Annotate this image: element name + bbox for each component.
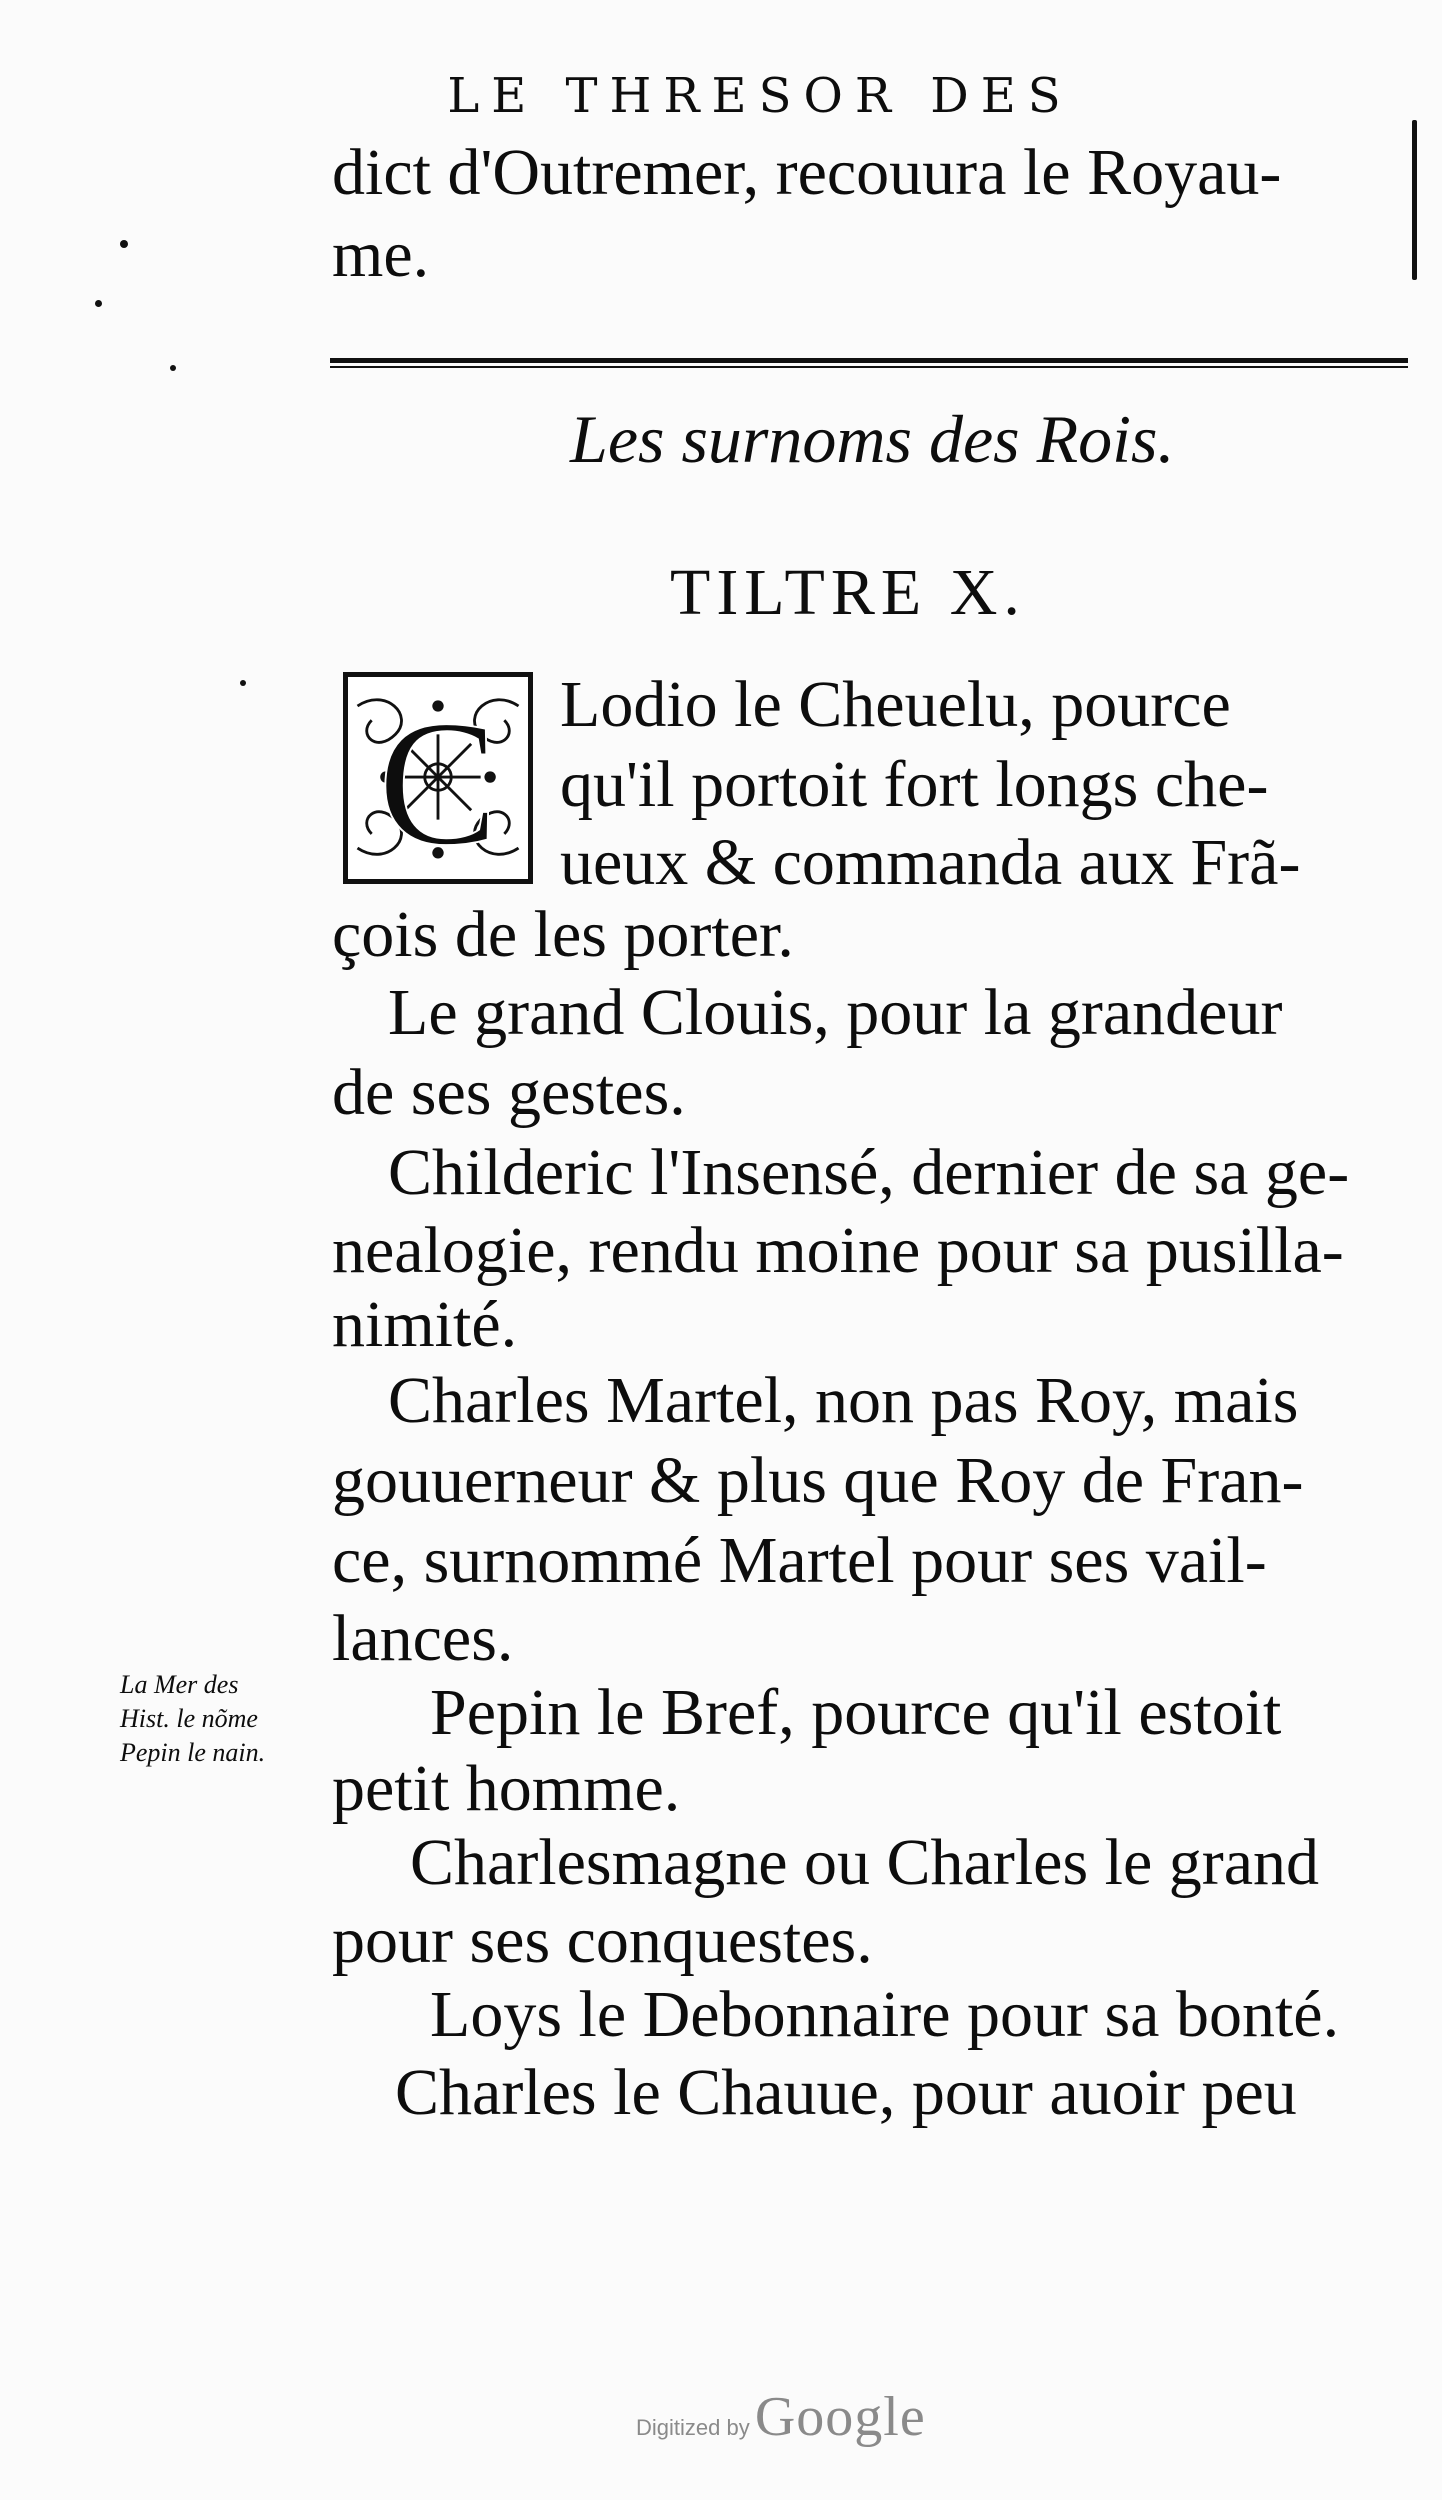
text-line: Lodio le Cheuelu, pource [560, 668, 1231, 741]
text-line: nimité. [332, 1288, 518, 1361]
text-line: Le grand Clouis, pour la grandeur [388, 976, 1283, 1049]
text-line: gouuerneur & plus que Roy de Fran- [332, 1444, 1304, 1517]
marginal-note-line: La Mer des [120, 1670, 239, 1699]
scan-speck [170, 365, 176, 371]
text-line: Charles le Chauue, pour auoir peu [395, 2056, 1297, 2129]
text-line: de ses gestes. [332, 1056, 686, 1129]
continued-line: me. [332, 218, 430, 291]
text-line: çois de les porter. [332, 898, 794, 971]
chapter-heading: TILTRE X. [670, 556, 1026, 629]
text-line: nealogie, rendu moine pour sa pusilla- [332, 1214, 1344, 1287]
scan-speck [120, 240, 128, 248]
text-line: Childeric l'Insensé, dernier de sa ge- [388, 1136, 1350, 1209]
marginal-note [120, 1668, 320, 1769]
section-title: Les surnoms des Rois. [570, 401, 1175, 477]
continued-line: dict d'Outremer, recouura le Royau- [332, 136, 1282, 209]
page-edge-mark [1412, 120, 1417, 280]
google-watermark [636, 2385, 926, 2449]
running-header: LE THRESOR DES [447, 68, 1073, 124]
floral-ornament-icon [348, 677, 528, 879]
dropcap-letter: C [377, 683, 499, 879]
watermark-brand: Google [754, 2386, 926, 2448]
text-line: Charles Martel, non pas Roy, mais [388, 1364, 1299, 1437]
ornamental-initial [343, 672, 533, 884]
text-line: ce, surnommé Martel pour ses vail- [332, 1524, 1267, 1597]
text-line: Pepin le Bref, pource qu'il estoit [430, 1676, 1282, 1749]
section-rule [330, 358, 1408, 363]
text-line: Charlesmagne ou Charles le grand [410, 1826, 1320, 1899]
text-line: petit homme. [332, 1752, 681, 1825]
section-rule-thin [330, 366, 1408, 368]
text-line: qu'il portoit fort longs che- [560, 748, 1269, 821]
text-line: pour ses conquestes. [332, 1904, 873, 1977]
text-line: lances. [332, 1602, 514, 1675]
text-line: ueux & commanda aux Frã- [560, 826, 1301, 899]
marginal-note-line: Hist. le nõme [120, 1703, 258, 1733]
scan-speck [240, 680, 246, 686]
watermark-prefix: Digitized by [636, 2415, 750, 2440]
marginal-note-line: Pepin le nain. [120, 1737, 266, 1767]
scan-speck [95, 300, 102, 307]
text-line: Loys le Debonnaire pour sa bonté. [430, 1978, 1340, 2051]
